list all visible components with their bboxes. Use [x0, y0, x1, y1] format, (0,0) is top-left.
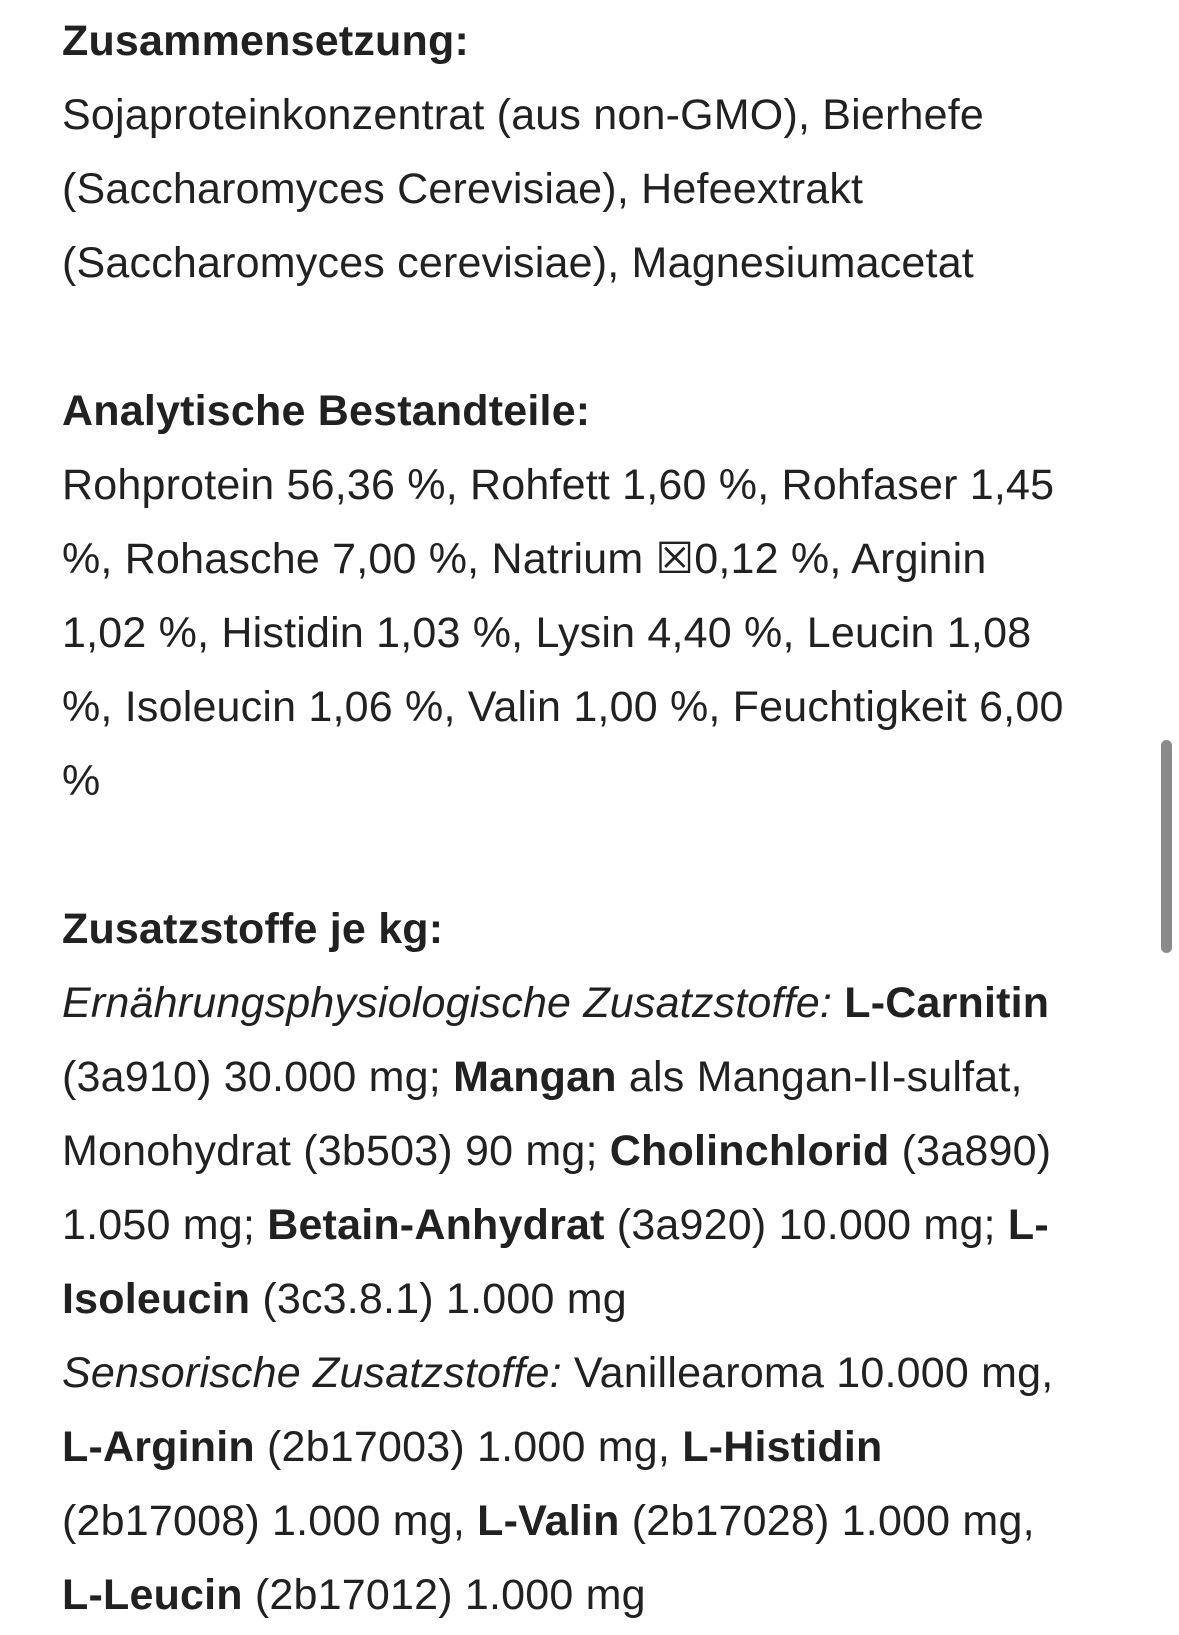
- text-run: (3a890) 1.050 mg;: [62, 1127, 1052, 1249]
- text-run: L-Isoleucin: [62, 1201, 1049, 1323]
- text-run: (3c3.8.1) 1.000 mg: [250, 1275, 627, 1323]
- text-run: Ernährungsphysiologische Zusatzstoffe:: [62, 979, 845, 1027]
- text-run: Rohprotein 56,36 %, Rohfett 1,60 %, Rohfaser 1,45 %, Rohasche 7,00 %, Natrium ☒0,12 %, Arginin 1,02 %, Histidin 1,03 %, Lysin 4,40 %, Leucin 1,08 %, Isoleucin 1,06 %, Valin 1,00 %, Feuchtigkeit 6,00 %: [62, 461, 1064, 805]
- section-zusammensetzung: [62, 4, 1067, 300]
- section-heading-zusatzstoffe: Zusatzstoffe je kg:: [62, 905, 444, 953]
- section-heading-zusammensetzung: Zusammensetzung:: [62, 17, 469, 65]
- text-run: L-Leucin: [62, 1571, 243, 1619]
- text-run: Cholinchlorid: [609, 1127, 890, 1175]
- text-run: (2b17012) 1.000 mg: [242, 1571, 646, 1619]
- text-run: (2b17028) 1.000 mg,: [619, 1497, 1035, 1545]
- section-analytische-bestandteile: [62, 374, 1067, 818]
- composition-paragraph: [62, 78, 1067, 300]
- text-run: L-Histidin: [682, 1423, 883, 1471]
- text-run: Sojaproteinkonzentrat (aus non-GMO), Bierhefe (Saccharomyces Cerevisiae), Hefeextrakt (Saccharomyces cerevisiae), Magnesiumacetat: [62, 91, 985, 287]
- nutritional-additives-paragraph: [62, 966, 1067, 1336]
- text-run: (2b17008) 1.000 mg,: [62, 1497, 478, 1545]
- text-run: (3a910) 30.000 mg;: [62, 1053, 454, 1101]
- text-run: (3a920) 10.000 mg;: [604, 1201, 1008, 1249]
- section-zusatzstoffe: [62, 892, 1067, 1632]
- text-run: L-Arginin: [62, 1423, 255, 1471]
- text-run: L-Carnitin: [844, 979, 1050, 1027]
- text-run: Betain-Anhydrat: [267, 1201, 605, 1249]
- sensory-additives-paragraph: [62, 1336, 1067, 1632]
- analytical-constituents-paragraph: [62, 448, 1067, 818]
- text-run: Mangan: [453, 1053, 617, 1101]
- text-run: (2b17003) 1.000 mg,: [254, 1423, 683, 1471]
- text-run: als Mangan-II-sulfat, Monohydrat (3b503) 90 mg;: [62, 1053, 1023, 1175]
- text-run: Sensorische Zusatzstoffe:: [62, 1349, 574, 1397]
- text-run: Vanillearoma 10.000 mg,: [573, 1349, 1054, 1397]
- scrollbar-thumb[interactable]: [1161, 740, 1172, 953]
- text-run: L-Valin: [477, 1497, 620, 1545]
- section-heading-analytische-bestandteile: Analytische Bestandteile:: [62, 387, 591, 435]
